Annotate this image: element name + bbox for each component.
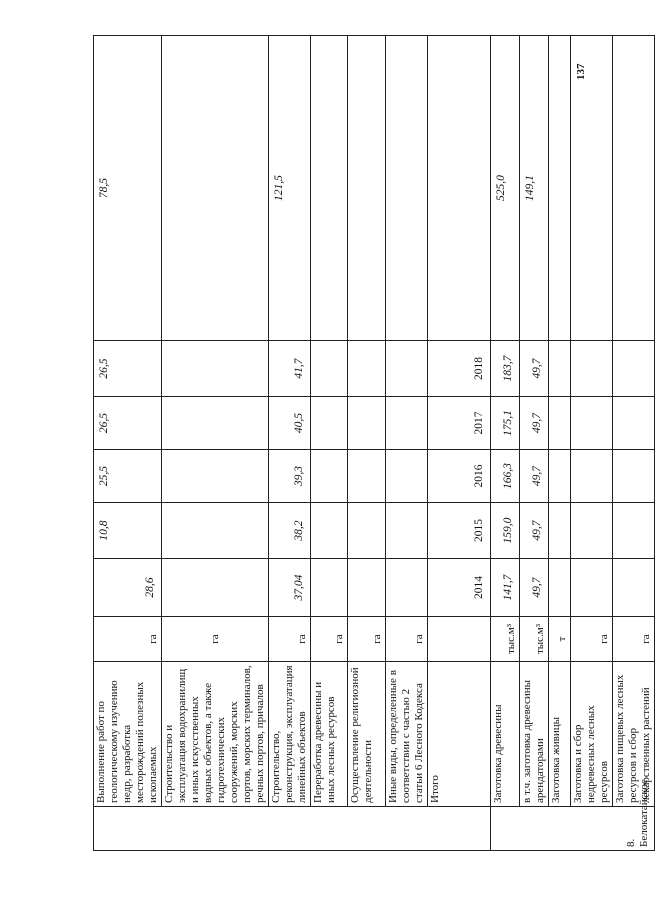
- value-cell: [613, 36, 655, 341]
- unit-cell: тыс.м³: [520, 617, 549, 662]
- value-cell: 183,7: [491, 341, 520, 397]
- unit-cell: га: [348, 617, 386, 662]
- unit-cell: га: [613, 617, 655, 662]
- value-cell: [613, 559, 655, 617]
- value-cell: [311, 559, 348, 617]
- table-row: [162, 36, 269, 851]
- table-row: [311, 36, 348, 851]
- value-cell: [162, 450, 269, 503]
- row-label: Строительство и эксплуатация водохранилищ и иных искусственных водных объектов, а также гидротехнических сооружений, морских портов, морских терминалов, речных портов, причалов: [162, 662, 269, 807]
- value-cell: 39,3: [269, 450, 311, 503]
- value-cell: 38,2: [269, 503, 311, 559]
- value-cell: [613, 450, 655, 503]
- value-cell: [386, 341, 428, 397]
- year-header: 2016: [428, 450, 491, 503]
- value-cell: [549, 503, 571, 559]
- value-cell: [386, 36, 428, 341]
- value-cell: [549, 36, 571, 341]
- value-cell: [571, 36, 613, 341]
- value-cell: 26,5: [94, 397, 162, 450]
- year-header: 2018: [428, 341, 491, 397]
- value-cell: [162, 503, 269, 559]
- value-cell: 149,1: [520, 36, 549, 341]
- value-cell: 25,5: [94, 450, 162, 503]
- value-cell: 159,0: [491, 503, 520, 559]
- value-cell: 41,7: [269, 341, 311, 397]
- row-label: Осуществление религиозной деятельности: [348, 662, 386, 807]
- value-cell: [613, 503, 655, 559]
- row-label: Переработка древесины и иных лесных ресурсов: [311, 662, 348, 807]
- value-cell: 78,5: [94, 36, 162, 341]
- value-cell: [613, 397, 655, 450]
- value-cell: [386, 503, 428, 559]
- year-header: 2017: [428, 397, 491, 450]
- value-cell: [348, 503, 386, 559]
- value-cell: 49,7: [520, 559, 549, 617]
- table-row: [348, 36, 386, 851]
- region-cell-empty: [94, 807, 491, 851]
- year-header: 2014: [428, 559, 491, 617]
- value-cell: [348, 397, 386, 450]
- value-cell: [549, 450, 571, 503]
- value-cell: [571, 503, 613, 559]
- value-cell: [549, 397, 571, 450]
- value-cell: 525,0: [491, 36, 520, 341]
- value-cell: 166,3: [491, 450, 520, 503]
- value-cell: [162, 397, 269, 450]
- value-cell: 40,5: [269, 397, 311, 450]
- value-cell: 26,5: [94, 341, 162, 397]
- value-cell: 28,6: [94, 559, 162, 617]
- value-cell: [613, 341, 655, 397]
- table-row: [386, 36, 428, 851]
- value-cell: [311, 450, 348, 503]
- value-cell: 141,7: [491, 559, 520, 617]
- value-cell: 10,8: [94, 503, 162, 559]
- table-row: [549, 36, 571, 851]
- value-cell: [348, 450, 386, 503]
- value-cell: 49,7: [520, 450, 549, 503]
- table-row: [571, 36, 613, 851]
- year-header: 2015: [428, 503, 491, 559]
- table-row: [269, 36, 311, 851]
- forest-use-table: [93, 35, 655, 851]
- row-label: Заготовка пищевых лесных ресурсов и сбор лекарственных растений: [613, 662, 655, 807]
- value-cell: [428, 36, 491, 341]
- value-cell: 49,7: [520, 341, 549, 397]
- row-label: Выполнение работ по геологическому изучению недр, разработка месторождений полезных ископаемых: [94, 662, 162, 807]
- value-cell: 49,7: [520, 397, 549, 450]
- region-name: 8. Белокатайское: [491, 807, 655, 851]
- value-cell: [311, 36, 348, 341]
- value-cell: [311, 503, 348, 559]
- table-row: [520, 36, 549, 851]
- unit-cell: га: [94, 617, 162, 662]
- page-number-text: 137: [575, 63, 587, 80]
- value-cell: [348, 36, 386, 341]
- value-cell: [571, 559, 613, 617]
- value-cell: [386, 559, 428, 617]
- value-cell: [348, 341, 386, 397]
- row-label: Строительство, реконструкция, эксплуатация линейных объектов: [269, 662, 311, 807]
- unit-cell: га: [311, 617, 348, 662]
- value-cell: [571, 450, 613, 503]
- row-label: Итого: [428, 662, 491, 807]
- table-row: [94, 36, 162, 851]
- value-cell: 175,1: [491, 397, 520, 450]
- unit-cell: га: [571, 617, 613, 662]
- unit-cell: га: [162, 617, 269, 662]
- table-body: [94, 36, 655, 851]
- unit-cell: тыс.м³: [491, 617, 520, 662]
- unit-cell: га: [269, 617, 311, 662]
- row-label: Заготовка и сбор недревесных лесных ресурсов: [571, 662, 613, 807]
- table-row: [491, 36, 520, 851]
- unit-cell: га: [386, 617, 428, 662]
- value-cell: [386, 450, 428, 503]
- table-row: [428, 36, 491, 851]
- value-cell: [571, 397, 613, 450]
- value-cell: [549, 341, 571, 397]
- value-cell: 49,7: [520, 503, 549, 559]
- value-cell: [571, 341, 613, 397]
- row-label: Иные виды, определенные в соответствии с частью 2 статьи 6 Лесного Кодекса: [386, 662, 428, 807]
- value-cell: [162, 36, 269, 341]
- value-cell: [162, 341, 269, 397]
- value-cell: 37,04: [269, 559, 311, 617]
- row-label: Заготовка живицы: [549, 662, 571, 807]
- rotated-table-container: [93, 36, 652, 851]
- table-row: [613, 36, 655, 851]
- value-cell: [386, 397, 428, 450]
- unit-cell: [428, 617, 491, 662]
- row-label: в т.ч. заготовка древесины арендаторами: [520, 662, 549, 807]
- value-cell: 121,5: [269, 36, 311, 341]
- row-label: Заготовка древесины: [491, 662, 520, 807]
- value-cell: [311, 341, 348, 397]
- unit-cell: т: [549, 617, 571, 662]
- value-cell: [162, 559, 269, 617]
- value-cell: [348, 559, 386, 617]
- value-cell: [311, 397, 348, 450]
- value-cell: [549, 559, 571, 617]
